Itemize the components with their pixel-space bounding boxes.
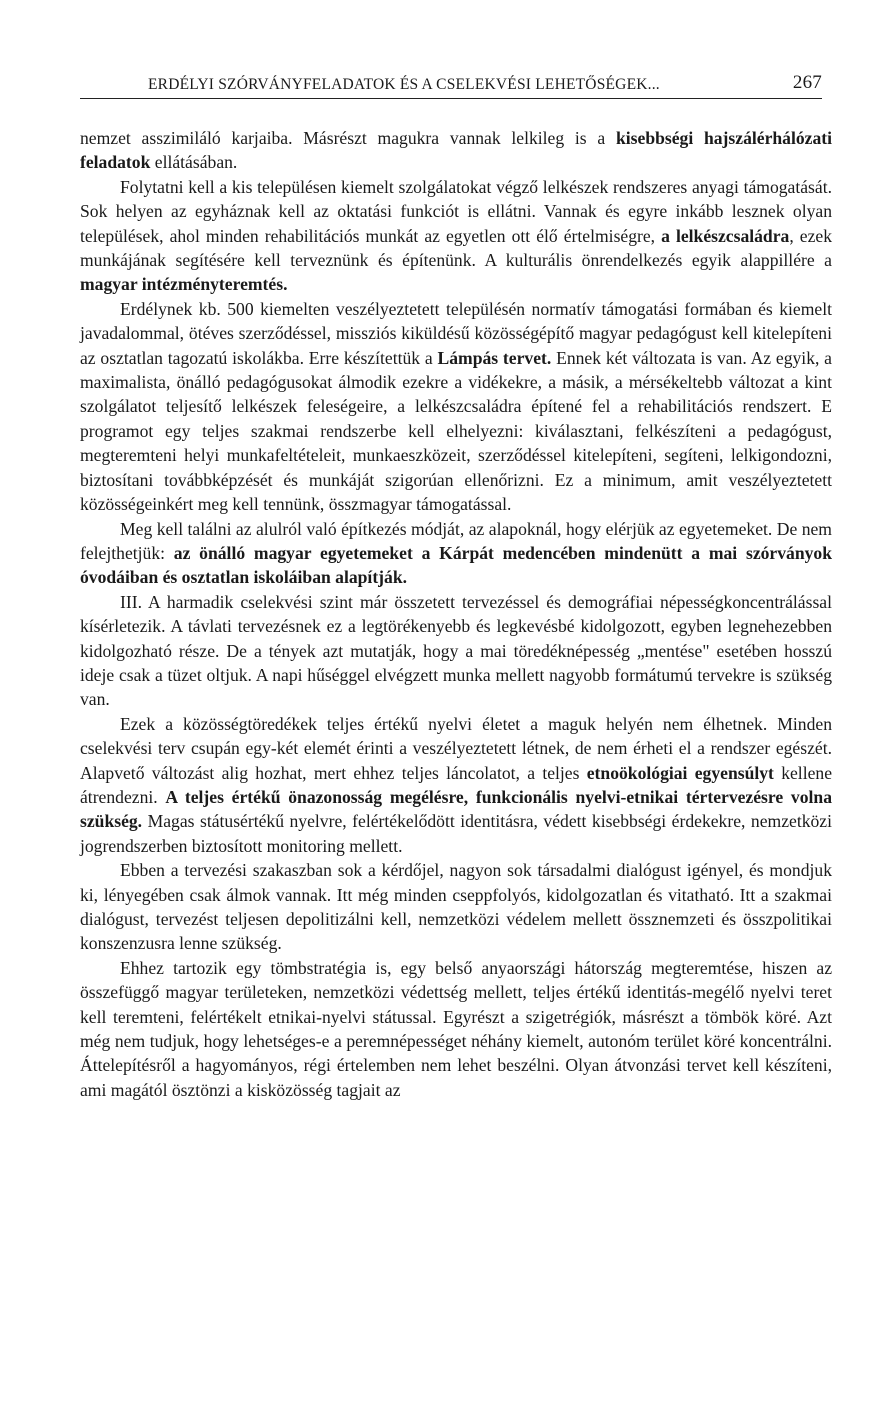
paragraph-8 [80, 956, 832, 1102]
text-run: , ezek munkájának segítésére kell terveznünk és építenünk. A kulturális önrendelkezés egyik alappillére a [80, 225, 832, 271]
text-run: Erdélynek kb. 500 kiemelten veszélyeztetett településén normatív támogatási formában és kiemelt javadalommal, ötéves szerződéssel, missziós kiküldésű közösségépítő magyar pedagógust kell kitelepíteni az osztatlan tagozatú iskolákba. Erre készítettük a [80, 298, 832, 368]
text-run: Ebben a tervezési szakaszban sok a kérdőjel, nagyon sok társadalmi dialógust igényel, és mondjuk ki, lényegében csak álmok vannak. Itt még minden cseppfolyós, kidolgozatlan és vitatható. Itt a szakmai dialógust, tervezést teljesen depolitizálni kell, nemzetközi védelem mellett össznemzeti és összpolitikai konszenzusra lenne szükség. [80, 860, 832, 954]
running-header [80, 72, 822, 99]
paragraph-1 [80, 126, 832, 175]
bold-run: kisebbségi hajszálérhálózati feladatok [80, 128, 832, 173]
text-run: kellene átrendezni. [80, 762, 832, 807]
text-run: ellátásában. [150, 152, 238, 173]
bold-run: az önálló magyar egyetemeket a Kárpát medencében mindenütt a mai szórványok óvodáiban és osztatlan iskoláiban alapítják. [80, 542, 832, 588]
bold-run: a lelkészcsaládra [661, 225, 790, 246]
paragraph-3 [80, 297, 832, 517]
text-run: Magas státusértékű nyelvre, felértékelődött identitásra, védett kisebbségi érdekekre, nemzetközi jogrendszerben biztosított monitoring mellett. [80, 811, 832, 856]
paragraph-4 [80, 517, 832, 590]
body-text [80, 126, 832, 1102]
bold-run: A teljes értékű önazonosság megélésre, funkcionális nyelvi-etnikai tértervezésre volna szükség. [80, 786, 832, 832]
text-run: Ezek a közösségtöredékek teljes értékű nyelvi életet a maguk helyén nem élhetnek. Minden cselekvési terv csupán egy-két elemét érinti a veszélyeztetett létnek, de nem érheti el a rendszer egészét. Alapvető változást alig hozhat, mert ehhez teljes láncolatot, a teljes [80, 713, 832, 783]
text-run: nemzet asszimiláló karjaiba. Másrészt magukra vannak lelkileg is a [80, 128, 616, 148]
paragraph-6 [80, 712, 832, 858]
paragraph-7 [80, 858, 832, 956]
text-run: Folytatni kell a kis településen kiemelt szolgálatokat végző lelkészek rendszeres anyagi támogatását. Sok helyen az egyháznak kell az oktatási funkciót is ellátni. Vannak és egyre inkább lesznek olyan települések, ahol minden rehabilitációs munkát az egyetlen ott élő értelmiségre, [80, 176, 832, 246]
paragraph-2 [80, 175, 832, 297]
paragraph-5 [80, 590, 832, 712]
bold-run: etnoökológiai egyensúlyt [586, 762, 774, 783]
text-run: Ehhez tartozik egy tömbstratégia is, egy belső anyaországi hátország megteremtése, hiszen az összefüggő magyar területeken, nemzetközi védettség mellett, teljes értékű identitás-megélő nyelvi teret kell teremteni, felértékelt etnikai-nyelvi státussal. Egyrészt a szigetrégiók, másrészt a tömbök köré. Azt még nem tudjuk, hogy lehetséges-e a peremnépességet néhány kiemelt, autonóm terület köré koncentrálni. Áttelepítésről a hagyományos, régi értelemben nem lehet beszélni. Olyan átvonzási tervet kell készíteni, ami magától ösztönzi a kisközösség tagjait az [80, 957, 832, 1100]
page-number: 267 [792, 72, 822, 93]
text-run: Ennek két változata is van. Az egyik, a maximalista, önálló pedagógusokat álmodik ezekre a vidékekre, a másik, a mérsékeltebb változat a kint szolgálatot teljesítő lelkészek feleségeire, a lelkészcsaládra építené fel a rehabilitációs rendszert. E programot egy teljes szakmai rendszerbe kell elhelyezni: kiválasztani, felkészíteni a pedagógust, megteremteni helyi munkafeltételeit, munkaeszközeit, szerződéssel kitelepíteni, segíteni, lelkigondozni, biztosítani továbbképzését és munkáját szigorúan ellenőrizni. Ez a minimum, amit veszélyeztetett közösségeinkért meg kell tennünk, összmagyar támogatással. [80, 347, 832, 515]
text-run: III. A harmadik cselekvési szint már összetett tervezéssel és demográfiai népességkoncentrálással kísérletezik. A távlati tervezésnek ez a legtörékenyebb és legkevésbé kidolgozott, egyben legnehezebben kidolgozható része. De a tények azt mutatják, hogy a mai töredéknépesség „mentése" esetében hosszú ideje csak a tüzet oltjuk. A napi hűséggel elvégzett munka mellett nagyobb formátumú tervekre is szükség van. [80, 591, 832, 710]
running-title: ERDÉLYI SZÓRVÁNYFELADATOK ÉS A CSELEKVÉSI LEHETŐSÉGEK... [148, 76, 660, 93]
bold-run: magyar intézményteremtés. [80, 274, 288, 295]
bold-run: Lámpás tervet. [437, 347, 552, 368]
text-run: Meg kell találni az alulról való építkezés módját, az alapoknál, hogy elérjük az egyetemeket. De nem felejthetjük: [80, 518, 832, 563]
